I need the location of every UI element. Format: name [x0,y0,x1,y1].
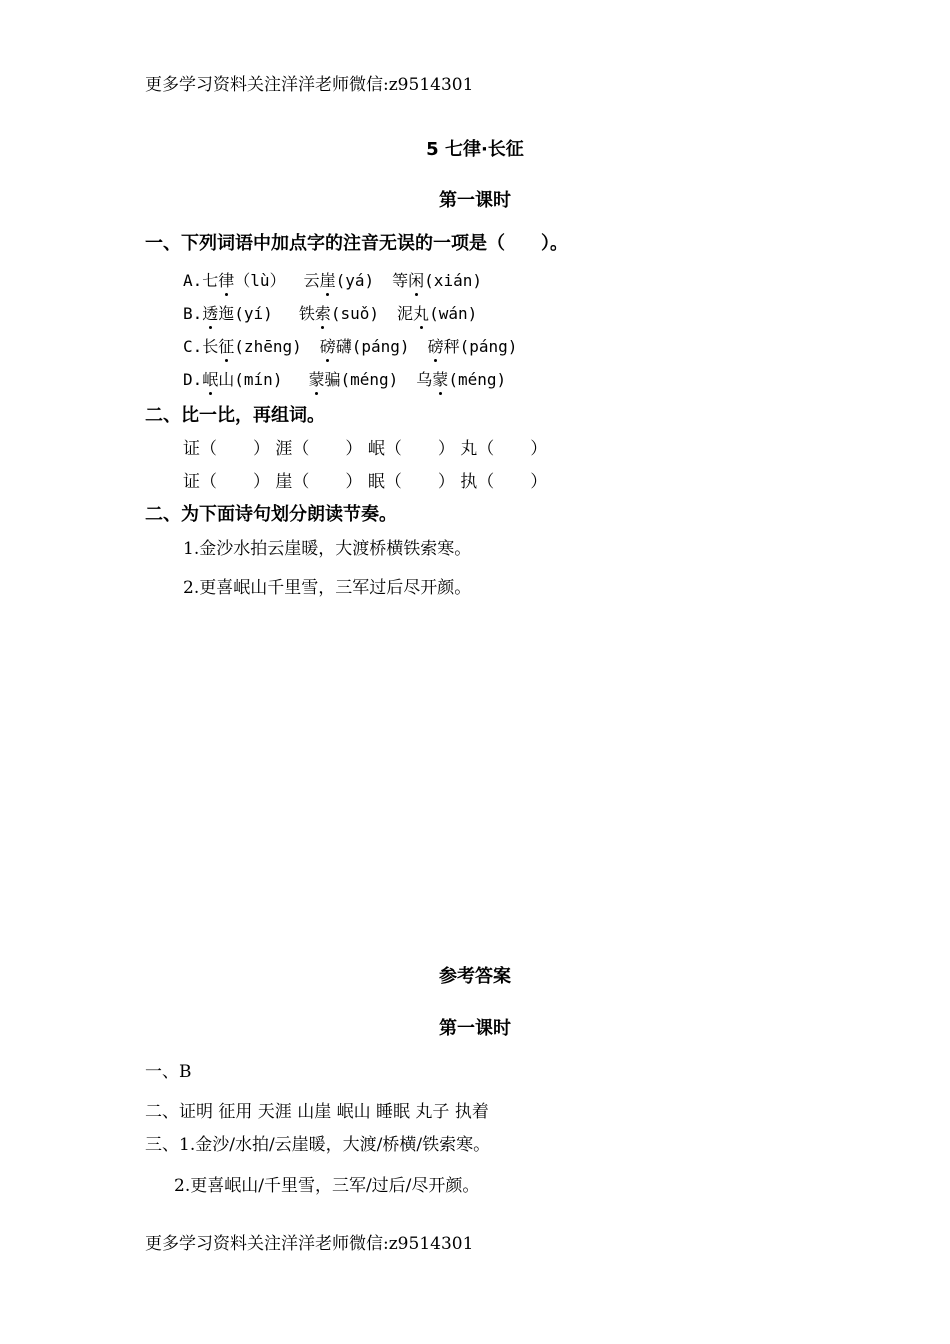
option-label: B. [183,304,203,323]
option-a: A.七律（lù） 云崖(yá) 等闲(xián) [183,268,482,291]
answers-lesson: 第一课时 [439,1018,511,1039]
answer-3-line-2: 2.更喜岷山/千里雪，三军/过后/尽开颜。 [174,1176,480,1196]
answer-1: 一、B [145,1062,192,1082]
dotted-char: 磅 [428,334,444,357]
answer-3-line-1: 三、1.金沙/水拍/云崖暖，大渡/桥横/铁索寒。 [145,1135,491,1155]
dotted-char: 律 [218,268,234,291]
question-3-prompt: 二、为下面诗句划分朗读节奏。 [145,504,397,525]
lesson-title: 第一课时 [439,190,511,211]
option-label: A. [183,271,203,290]
dotted-char: 丸 [413,301,429,324]
answer-2: 二、证明 征用 天涯 山崖 岷山 睡眠 丸子 执着 [145,1102,489,1122]
option-label: D. [183,370,203,389]
poem-line-1: 1.金沙水拍云崖暖，大渡桥横铁索寒。 [183,539,472,559]
poem-line-2: 2.更喜岷山千里雪，三军过后尽开颜。 [183,578,472,598]
dotted-char: 岷 [202,367,218,390]
dotted-char: 蒙 [308,367,324,390]
dotted-char: 崖 [320,268,336,291]
page-title: 5 七律·长征 [426,139,524,160]
dotted-char: 蒙 [432,367,448,390]
dotted-char: 透 [202,301,218,324]
dotted-char: 索 [315,301,331,324]
option-b: B.透迤(yí) 铁索(suǒ) 泥丸(wán) [183,301,477,324]
answers-title: 参考答案 [439,966,511,987]
option-c: C.长征(zhēng) 磅礴(páng) 磅秤(páng) [183,334,517,357]
footer-note: 更多学习资料关注洋洋老师微信:z9514301 [145,1234,474,1254]
option-d: D.岷山(mín) 蒙骗(méng) 乌蒙(méng) [183,367,506,390]
header-note: 更多学习资料关注洋洋老师微信:z9514301 [145,75,474,95]
compare-row-2: 证（ ） 崖（ ） 眠（ ） 执（ ） [183,472,548,492]
question-2-prompt: 二、比一比，再组词。 [145,405,325,426]
question-1-prompt: 一、下列词语中加点字的注音无误的一项是（ ）。 [145,233,568,254]
dotted-char: 征 [218,334,234,357]
option-label: C. [183,337,203,356]
dotted-char: 磅 [320,334,336,357]
dotted-char: 闲 [408,268,424,291]
compare-row-1: 证（ ） 涯（ ） 岷（ ） 丸（ ） [183,439,548,459]
